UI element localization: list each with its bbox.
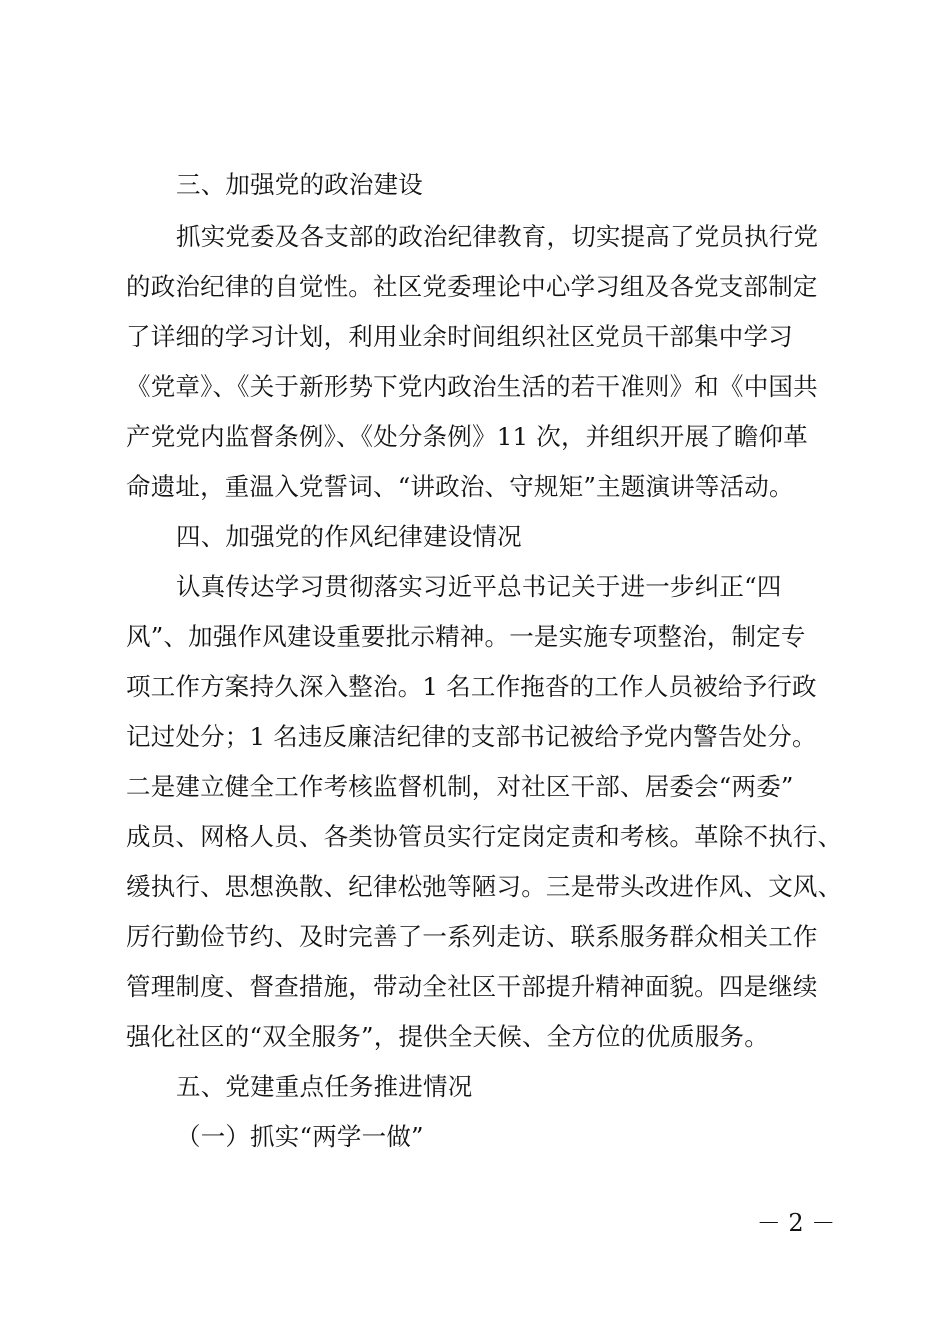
page-number: － 2 －: [756, 1209, 836, 1237]
paragraph-line: 记过处分；1 名违反廉洁纪律的支部书记被给予党内警告处分。: [126, 722, 817, 751]
paragraph-line: 了详细的学习计划，利用业余时间组织社区党员干部集中学习: [126, 322, 793, 351]
paragraph-line: 成员、网格人员、各类协管员实行定岗定责和考核。革除不执行、: [126, 822, 843, 851]
paragraph-line: 二是建立健全工作考核监督机制，对社区干部、居委会“两委”: [126, 772, 794, 801]
paragraph-line: 管理制度、督查措施，带动全社区干部提升精神面貌。四是继续: [126, 972, 818, 1001]
section-heading-4: 四、加强党的作风纪律建设情况: [176, 522, 522, 551]
paragraph-line: 抓实党委及各支部的政治纪律教育，切实提高了党员执行党: [176, 222, 819, 251]
paragraph-line: 风”、加强作风建设重要批示精神。一是实施专项整治，制定专: [126, 622, 806, 651]
paragraph-line: 认真传达学习贯彻落实习近平总书记关于进一步纠正“四: [176, 572, 782, 601]
paragraph-line: 产党党内监督条例》、《处分条例》11 次，并组织开展了瞻仰革: [126, 422, 808, 451]
subsection-heading: （一）抓实“两学一做”: [176, 1122, 424, 1151]
paragraph-line: 命遗址，重温入党誓词、“讲政治、守规矩”主题演讲等活动。: [126, 472, 794, 501]
paragraph-line: 《党章》、《关于新形势下党内政治生活的若干准则》和《中国共: [126, 372, 818, 401]
section-heading-3: 三、加强党的政治建设: [176, 170, 423, 199]
paragraph-line: 厉行勤俭节约、及时完善了一系列走访、联系服务群众相关工作: [126, 922, 818, 951]
paragraph-line: 强化社区的“双全服务”，提供全天候、全方位的优质服务。: [126, 1022, 769, 1051]
section-heading-5: 五、党建重点任务推进情况: [176, 1072, 473, 1101]
paragraph-line: 缓执行、思想涣散、纪律松弛等陋习。三是带头改进作风、文风、: [126, 872, 843, 901]
paragraph-line: 项工作方案持久深入整治。1 名工作拖沓的工作人员被给予行政: [126, 672, 817, 701]
paragraph-line: 的政治纪律的自觉性。社区党委理论中心学习组及各党支部制定: [126, 272, 818, 301]
